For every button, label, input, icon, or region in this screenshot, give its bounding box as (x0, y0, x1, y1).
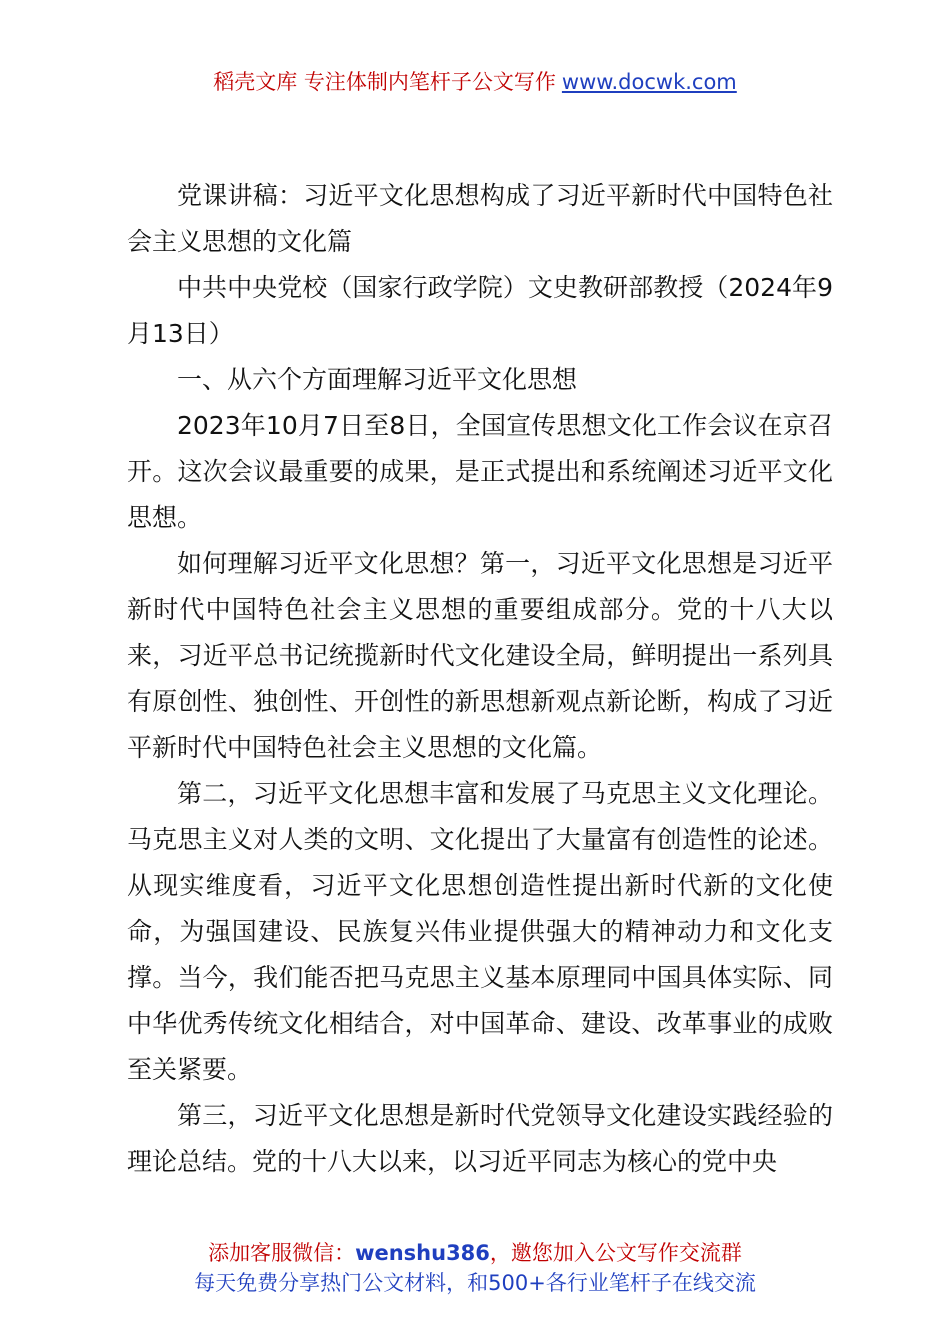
footer-contact-prefix: 添加客服微信： (208, 1241, 356, 1265)
page-header (0, 66, 950, 98)
body-paragraph: 第二，习近平文化思想丰富和发展了马克思主义文化理论。马克思主义对人类的文明、文化提出了大量富有创造性的论述。从现实维度看，习近平文化思想创造性提出新时代新的文化使命，为强国建设、民族复兴伟业提供强大的精神动力和文化支撑。当今，我们能否把马克思主义基本原理同中国具体实际、同中华优秀传统文化相结合，对中国革命、建设、改革事业的成败至关紧要。 (127, 779, 833, 1084)
footer-promo-line: 每天免费分享热门公文材料，和500+各行业笔杆子在线交流 (194, 1271, 756, 1295)
body-paragraph: 2023年10月7日至8日，全国宣传思想文化工作会议在京召开。这次会议最重要的成果，是正式提出和系统阐述习近平文化思想。 (127, 411, 833, 532)
section-heading: 一、从六个方面理解习近平文化思想 (177, 365, 578, 394)
header-slogan: 稻壳文库 专注体制内笔杆子公文写作 (213, 70, 556, 94)
body-paragraph: 如何理解习近平文化思想？第一，习近平文化思想是习近平新时代中国特色社会主义思想的重要组成部分。党的十八大以来，习近平总书记统揽新时代文化建设全局，鲜明提出一系列具有原创性、独创性、开创性的新思想新观点新论断，构成了习近平新时代中国特色社会主义思想的文化篇。 (127, 549, 833, 762)
footer-contact-suffix: ，邀您加入公文写作交流群 (489, 1241, 742, 1265)
footer-contact-line (0, 1238, 950, 1268)
document-body (127, 173, 833, 1185)
document-title: 党课讲稿：习近平文化思想构成了习近平新时代中国特色社会主义思想的文化篇 (127, 181, 833, 256)
page-footer (0, 1238, 950, 1298)
body-paragraph: 第三，习近平文化思想是新时代党领导文化建设实践经验的理论总结。党的十八大以来，以习近平同志为核心的党中央 (127, 1101, 833, 1176)
document-byline: 中共中央党校（国家行政学院）文史教研部教授（2024年9月13日） (127, 273, 833, 348)
header-website-link[interactable]: www.docwk.com (561, 70, 737, 94)
wechat-id: wenshu386 (355, 1241, 490, 1265)
